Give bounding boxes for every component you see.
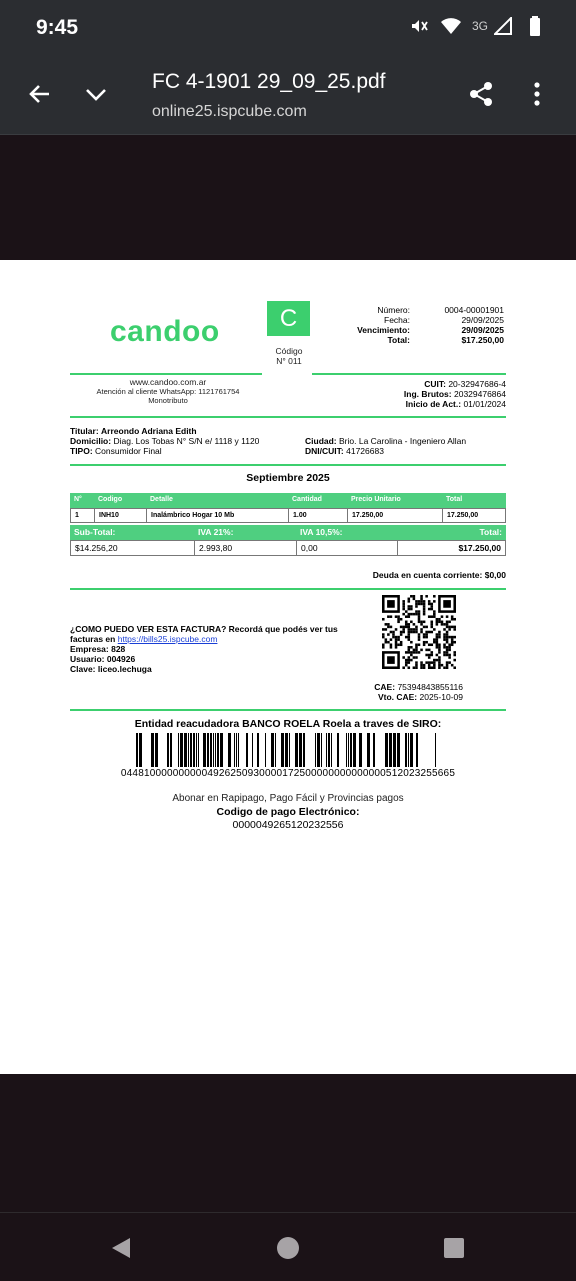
divider [70,373,262,375]
header-labels: Número: Fecha: Vencimiento: Total: [357,305,410,345]
barcode-number: 0448100000000004926250930000172500000000000000512023255665 [120,768,456,779]
share-icon [467,80,495,108]
divider [70,588,506,590]
collector-entity: Entidad reacudadora BANCO ROELA Roela a traves de SIRO: [134,718,442,730]
triangle-back-icon [110,1236,132,1260]
share-button[interactable] [463,76,499,112]
table-row: 1 INH10 Inalámbrico Hogar 10 Mb 1.00 17.250,00 17.250,00 [70,508,506,523]
access-info: ¿COMO PUEDO VER ESTA FACTURA? Recordá que podés ver tus facturas en https://bills25.ispcube.com Empresa: 828 Usuario: 004926 Clave: liceo.lechuga [70,624,338,674]
col-codigo: Codigo [98,496,123,503]
battery-icon [524,15,546,37]
tax-info: CUIT: 20-32947686-4 Ing. Brutos: 20329476864 Inicio de Act.: 01/01/2024 [403,379,506,409]
payment-code: 0000049265120232556 [232,819,344,831]
back-nav-button[interactable] [104,1231,138,1265]
chevron-down-icon [83,81,109,107]
company-logo: candoo [110,315,220,348]
circle-home-icon [276,1236,300,1260]
customer-info: Titular: Arreondo Adriana Edith Domicilio: Diag. Los Tobas N° S/N e/ 1118 y 1120 TIPO: Consumidor Final [70,426,260,456]
more-options-button[interactable] [519,76,555,112]
invoice-code: Código N° 011 [275,346,303,366]
arrow-left-icon [27,81,53,107]
payment-places: Abonar en Rapipago, Pago Fácil y Provincias pagos [172,793,404,804]
summary-header: Sub-Total: IVA 21%: IVA 10,5%: Total: [70,525,506,540]
payment-code-label: Codigo de pago Electrónico: [216,806,360,818]
barcode [136,733,436,767]
status-bar [0,0,576,56]
more-vert-icon [533,81,541,107]
home-button[interactable] [271,1231,305,1265]
navigation-bar [0,1212,576,1281]
pdf-page [0,260,576,1074]
invoice-type-box: C [267,301,310,336]
cae-info: CAE: 75394843855116 Vto. CAE: 2025-10-09 [374,682,463,702]
file-title: FC 4-1901 29_09_25.pdf [152,70,386,93]
items-header [70,493,506,508]
bills-link[interactable]: https://bills25.ispcube.com [117,634,218,644]
wifi-icon [440,15,462,37]
divider [70,709,506,711]
col-n: N° [74,496,82,503]
col-detalle: Detalle [150,496,173,503]
viewer-background [0,135,576,260]
company-contact: www.candoo.com.ar Atención al cliente WhatsApp: 1121761754 Monotributo [96,377,240,405]
expand-button[interactable] [78,76,114,112]
recents-button[interactable] [437,1231,471,1265]
back-button[interactable] [22,76,58,112]
app-bar [0,56,576,135]
balance: Deuda en cuenta corriente: $0,00 [372,570,506,580]
network-type: 3G [471,19,488,33]
col-precio: Precio Unitario [351,496,401,503]
summary-values: $14.256,20 2.993,80 0,00 $17.250,00 [70,540,506,556]
billing-period: Septiembre 2025 [246,472,330,484]
divider [70,416,506,418]
file-source: online25.ispcube.com [152,103,307,120]
divider [70,464,506,466]
header-values: 0004-00001901 29/09/2025 29/09/2025 $17.250,00 [444,305,504,345]
status-icons [408,15,546,37]
col-total: Total [446,496,463,503]
qr-code [382,595,456,669]
customer-location: Ciudad: Brio. La Carolina - Ingeniero Allan DNI/CUIT: 41726683 [305,436,467,456]
square-recents-icon [443,1237,465,1259]
signal-icon [492,15,514,37]
mute-icon [408,15,430,37]
divider [312,373,506,375]
col-cantidad: Cantidad [292,496,322,503]
clock: 9:45 [36,16,79,39]
